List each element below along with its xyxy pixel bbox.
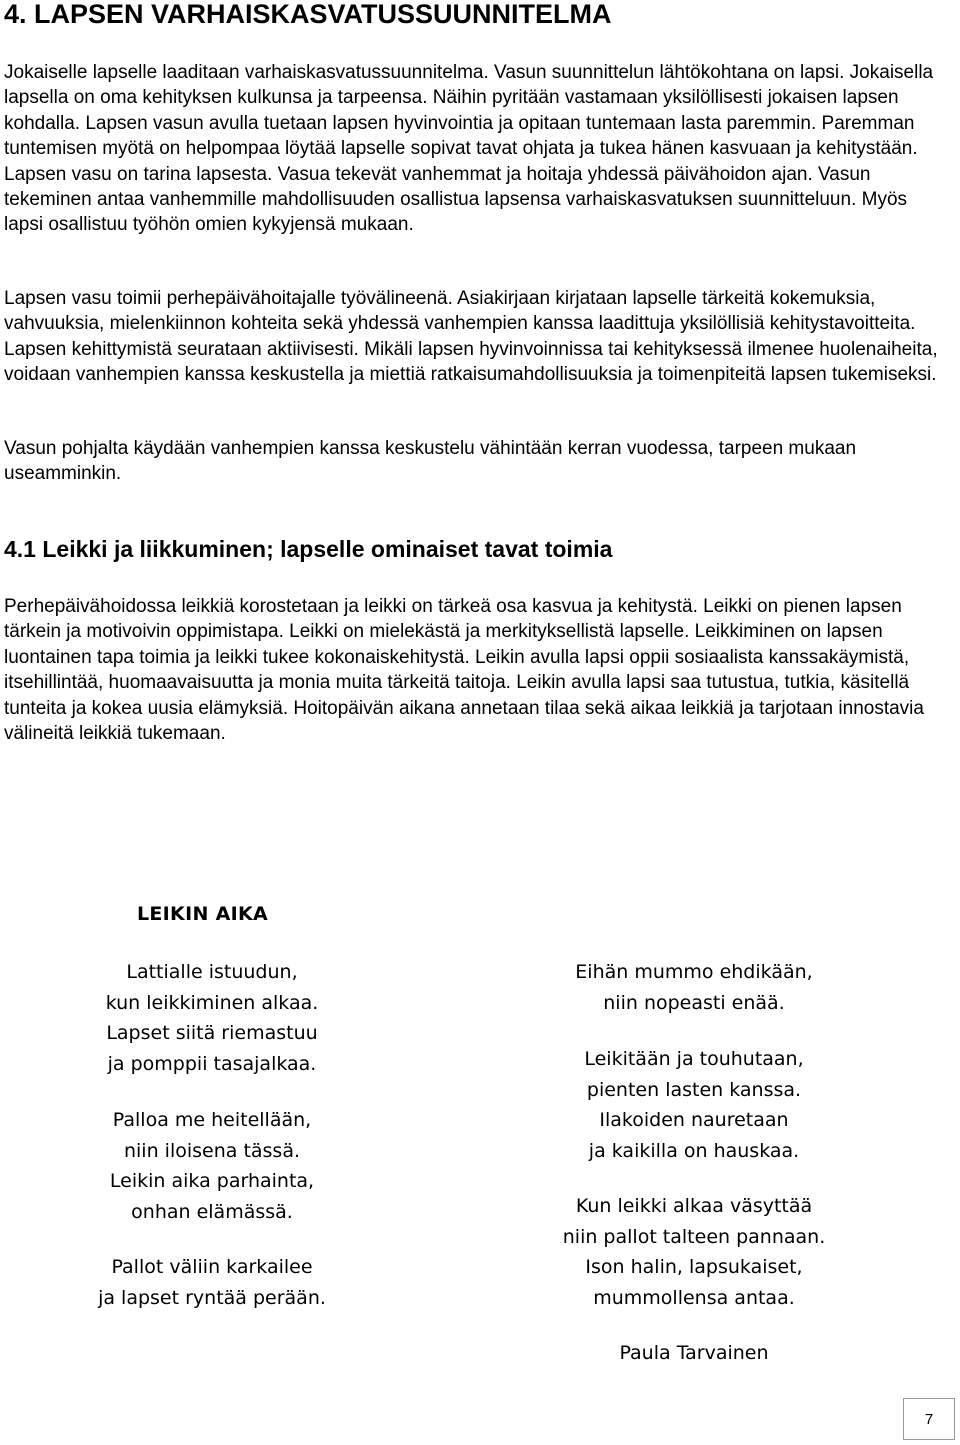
play-paragraph: Perhepäivähoidossa leikkiä korostetaan ja leikki on tärkeä osa kasvua ja kehitystä. Leikki on pienen lapsen tärkein ja motivoivin oppimistapa. Leikki on mielekästä ja merkityksellistä lapselle. Leikkiminen on lapsen luontainen tapa toimia ja leikki tukee kokonaiskehitystä. Leikin avulla lapsi oppii sosiaalista kanssakäymistä, itsehillintää, huomaavaisuutta ja monia muita tärkeitä taitoja. Leikin avulla lapsi saa tutustua, tutkia, käsitellä tunteita ja kokea uusia elämyksiä. Hoitopäivän aikana annetaan tilaa sekä aikaa leikkiä ja tarjotaan innostavia välineitä leikkiä tukemaan. — [4, 596, 924, 745]
poem-line: kun leikkiminen alkaa. — [105, 991, 319, 1014]
poem-line: ja lapset ryntää perään. — [98, 1286, 326, 1309]
intro-paragraph: Jokaiselle lapselle laaditaan varhaiskasvatussuunnitelma. Vasun suunnittelun lähtökohtana on lapsi. Jokaisella lapsella on oma kehityksen kulkunsa ja tarpeensa. Näihin pyritään vastamaan yksilöllisesti jokaisen lapsen kohdalla. Lapsen vasun avulla tuetaan lapsen hyvinvointia ja opitaan tuntemaan lasta paremmin. Paremman tuntemisen myötä on helpompaa löytää lapselle sopivat tavat ohjata ja tukea hänen kasvuaan ja kehitystään. Lapsen vasu on tarina lapsesta. Vasua tekevät vanhemmat ja hoitaja yhdessä päivähoidon ajan. Vasun tekeminen antaa vanhemmille mahdollisuuden osallistua lapsensa varhaiskasvatuksen suunnitteluun. Myös lapsi osallistuu työhön omien kykyjensä mukaan. — [4, 62, 934, 236]
subsection-heading: 4.1 Leikki ja liikkuminen; lapselle ominaiset tavat toimia — [4, 536, 613, 562]
poem-line: Leikitään ja touhutaan, — [584, 1048, 804, 1070]
poem-line: Eihän mummo ehdikään, — [575, 961, 813, 983]
tool-paragraph: Lapsen vasu toimii perhepäivähoitajalle työvälineenä. Asiakirjaan kirjataan lapselle tärkeitä kokemuksia, vahvuuksia, mielenkiinnon kohteita sekä yhdessä vanhempien kanssa laadittuja yksilöllisiä kehitystavoitteita. Lapsen kehittymistä seurataan aktiivisesti. Mikäli lapsen hyvinvoinnissa tai kehityksessä ilmenee huolenaiheita, voidaan vanhempien kanssa keskustella ja miettiä ratkaisumahdollisuuksia ja toimenpiteitä lapsen tukemiseksi. — [4, 288, 938, 386]
poem-line: niin nopeasti enää. — [603, 991, 785, 1014]
poem-line: ja kaikilla on hauskaa. — [588, 1139, 800, 1162]
poem-stanza — [544, 1044, 844, 1166]
poem-line: Ison halin, lapsukaiset, — [585, 1256, 803, 1278]
poem-stanza — [544, 1191, 844, 1313]
discussion-paragraph: Vasun pohjalta käydään vanhempien kanssa keskustelu vähintään kerran vuodessa, tarpeen mukaan useamminkin. — [4, 438, 857, 485]
poem-line: niin iloisena tässä. — [123, 1139, 301, 1162]
poem-line: Lattialle istuudun, — [126, 961, 298, 983]
poem-stanza — [62, 1252, 362, 1313]
poem-author: Paula Tarvainen — [619, 1342, 769, 1364]
poem-stanza — [62, 957, 362, 1079]
poem-line: Kun leikki alkaa väsyttää — [575, 1195, 813, 1217]
poem-line: Palloa me heitellään, — [112, 1109, 312, 1131]
poem-line: ja pomppii tasajalkaa. — [107, 1052, 317, 1075]
poem-title: LEIKIN AIKA — [137, 903, 268, 925]
poem-line: Ilakoiden nauretaan — [599, 1109, 789, 1131]
poem-line: mummollensa antaa. — [593, 1286, 795, 1309]
poem-line: onhan elämässä. — [131, 1200, 293, 1223]
poem-line: niin pallot talteen pannaan. — [562, 1225, 826, 1248]
poem-line: Leikin aika parhainta, — [109, 1170, 315, 1192]
page-number: 7 — [903, 1398, 955, 1440]
poem-line: Lapset siitä riemastuu — [106, 1022, 318, 1044]
poem-line: Pallot väliin karkailee — [111, 1256, 313, 1278]
poem-stanza — [62, 1105, 362, 1227]
poem-stanza — [544, 957, 844, 1018]
poem-line: pienten lasten kanssa. — [586, 1078, 802, 1101]
section-heading: 4. LAPSEN VARHAISKASVATUSSUUNNITELMA — [4, 0, 612, 29]
